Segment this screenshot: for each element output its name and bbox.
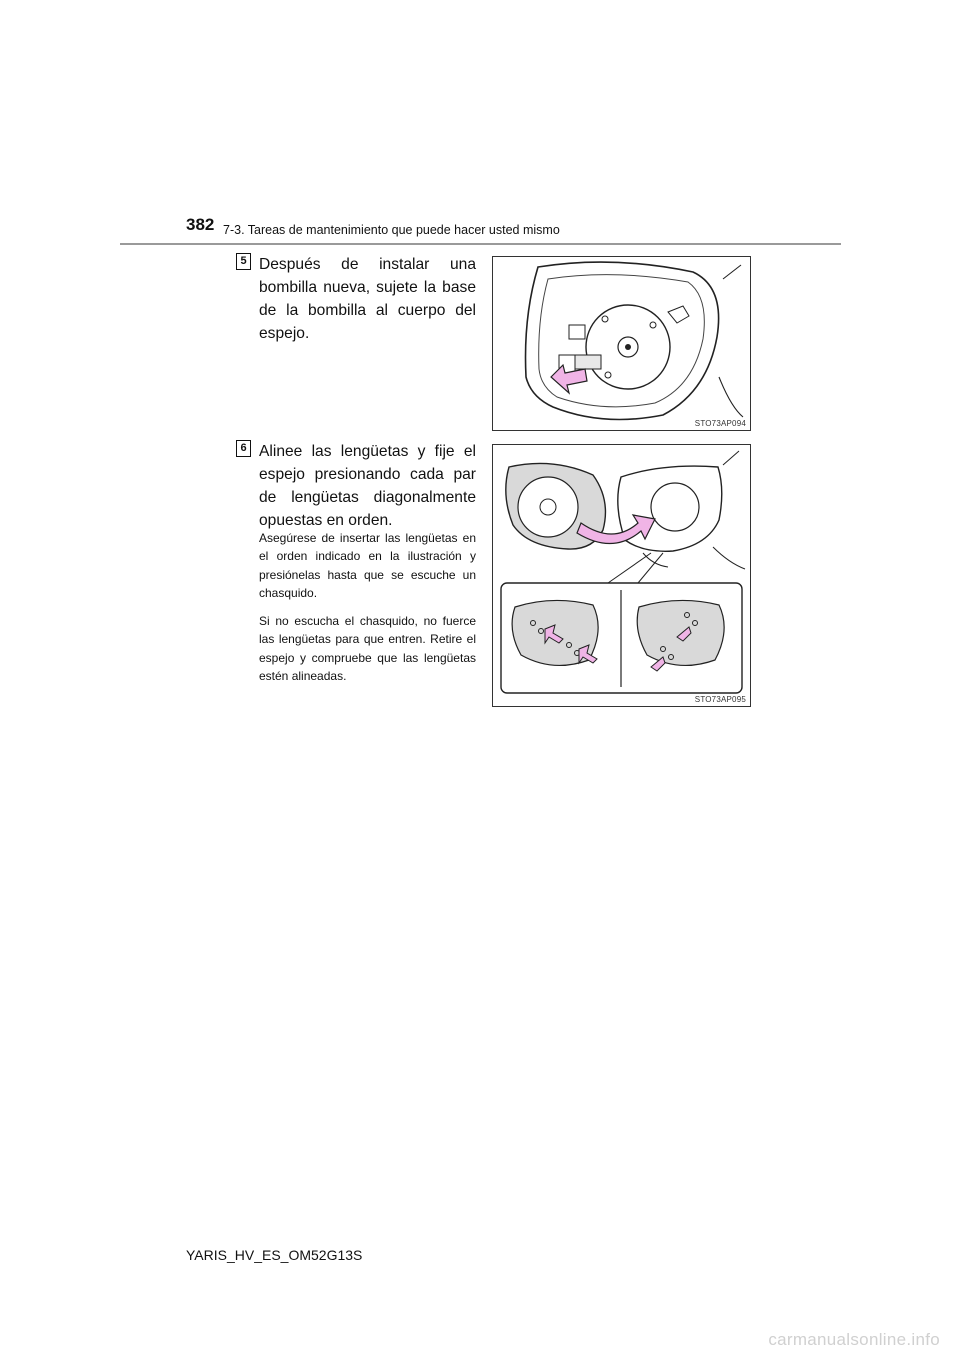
header-rule xyxy=(120,243,841,245)
figure-code: STO73AP095 xyxy=(694,695,746,704)
figure-step-5 xyxy=(492,256,751,431)
step-6-badge: 6 xyxy=(236,440,251,457)
footer-doc-code: YARIS_HV_ES_OM52G13S xyxy=(186,1247,363,1263)
step-6-note-1: Asegúrese de insertar las lengüetas en el orden indicado en la ilustración y presiónelas hasta que se escuche un chasquido. xyxy=(259,531,476,600)
watermark: carmanualsonline.info xyxy=(768,1330,940,1349)
step-6-text: Alinee las lengüetas y fije el espejo presionando cada par de lengüetas diagonalmente opuestas en orden. xyxy=(259,443,476,529)
page-number: 382 xyxy=(186,215,215,234)
section-title: 7-3. Tareas de mantenimiento que puede hacer usted mismo xyxy=(223,223,560,237)
figure-step-6 xyxy=(492,444,751,707)
step-6-note-2: Si no escucha el chasquido, no fuerce las lengüetas para que entren. Retire el espejo y compruebe que las lengüetas estén alineadas. xyxy=(259,614,476,683)
figure-code: STO73AP094 xyxy=(694,419,746,428)
step-5-text: Después de instalar una bombilla nueva, sujete la base de la bombilla al cuerpo del espejo. xyxy=(259,256,476,342)
step-5-badge: 5 xyxy=(236,253,251,270)
push-arrow-icon xyxy=(551,365,587,393)
mirror-tabs-illustration xyxy=(493,445,750,706)
mirror-bulb-illustration xyxy=(493,257,750,430)
